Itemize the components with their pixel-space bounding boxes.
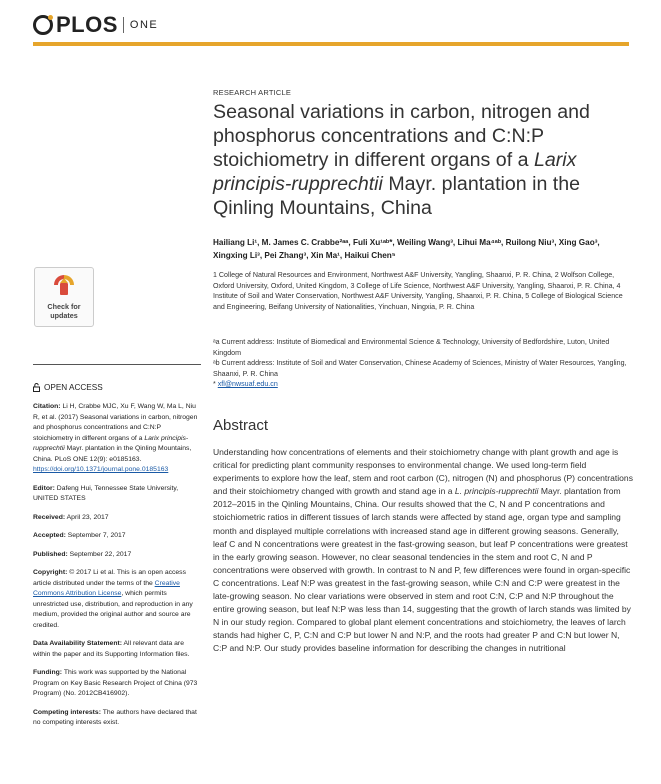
- published-text: September 22, 2017: [67, 550, 132, 558]
- abstract-text1: Understanding how concentrations of elements and their stoichiometry change with plant growth and age is critical for predicting plant community responses to environmental change. We used long-term field experiments to explore how the leaf, stem and root carbon (C), nitrogen (N) and phosphorus (P) concentrations and their stoichiometry changed with growth and stand age in a: [213, 447, 633, 497]
- accepted-date: [33, 531, 201, 542]
- editor-text: Dafeng Hui, Tennessee State University, UNITED STATES: [33, 484, 179, 502]
- competing-label: Competing interests:: [33, 708, 101, 716]
- logo-divider: [123, 17, 124, 33]
- received-date: [33, 513, 201, 524]
- citation-text2: Mayr. plantation in the Qinling Mountains, China. PLoS ONE 12(9): e0185163.: [33, 445, 192, 463]
- affiliation-list: 1 College of Natural Resources and Environment, Northwest A&F University, Yangling, Shaanxi, P. R. China, 2 Wolfson College, Oxford University, Oxford, United Kingdom, 3 College of Life Science, Northwest A&F University, Yangling, Shaanxi, P. R. China, 4 Institute of Soil and Water Conservation, Northwest A&F University, Yangling, Shaanxi, P. R. China, 5 College of Biological Science and Engineering, Beifang University of Nationalities, Yinchuan, Ningxia, P. R. China: [213, 271, 623, 311]
- received-label: Received:: [33, 513, 66, 521]
- citation: [33, 402, 201, 476]
- copyright-text2: , which permits unrestricted use, distribution, and reproduction in any medium, provided the original author and source are credited.: [33, 590, 193, 629]
- article-title: [213, 100, 633, 220]
- logo-word: PLOS: [56, 12, 118, 37]
- copyright-text1: © 2017 Li et al. This is an open access article distributed under the terms of the: [33, 569, 186, 587]
- abstract-species: L. principis-rupprechtii: [454, 486, 539, 497]
- license-link[interactable]: Creative Commons Attribution License: [33, 579, 180, 597]
- header-rule: [33, 42, 629, 46]
- corresponding-email-link[interactable]: xfl@nwsuaf.edu.cn: [217, 380, 278, 389]
- citation-species: Larix principis-rupprechtii: [33, 434, 189, 452]
- published-date: [33, 550, 201, 561]
- check-updates-icon: [53, 274, 75, 298]
- check-updates-label: [35, 302, 93, 320]
- copyright: [33, 568, 201, 631]
- open-access-label: OPEN ACCESS: [44, 383, 103, 392]
- check-updates-line2: updates: [50, 311, 78, 320]
- current-address-b: ᵃb Current address: Institute of Soil and Water Conservation, Chinese Academy of Sciences, Ministry of Water Resources, Yangling, Shaanxi, P. R. China: [213, 359, 627, 378]
- data-availability-label: Data Availability Statement:: [33, 640, 123, 647]
- check-updates-line1: Check for: [47, 302, 81, 311]
- article-type: RESEARCH ARTICLE: [213, 88, 292, 97]
- copyright-label: Copyright:: [33, 569, 68, 576]
- data-availability: [33, 639, 201, 660]
- check-for-updates-badge[interactable]: [34, 267, 94, 327]
- open-lock-icon: [33, 383, 40, 392]
- left-divider: [33, 364, 201, 365]
- affiliations: [213, 270, 633, 312]
- doi-link[interactable]: https://doi.org/10.1371/journal.pone.0185163: [33, 466, 169, 473]
- title-part2: Mayr. plantation in the Qinling Mountains, China: [213, 173, 581, 219]
- corresponding-author: [213, 379, 633, 390]
- title-species: Larix principis-rupprechtii: [213, 149, 577, 195]
- corresponding-marker: *: [213, 380, 218, 389]
- current-addresses: [213, 337, 633, 390]
- published-label: Published:: [33, 550, 68, 558]
- title-part1: Seasonal variations in carbon, nitrogen and phosphorus concentrations and C:N:P stoichiometry in different organs of a: [213, 101, 590, 171]
- abstract-body: [213, 446, 633, 656]
- accepted-text: September 7, 2017: [65, 532, 126, 539]
- editor: [33, 484, 201, 505]
- open-access-badge: [33, 383, 103, 392]
- accepted-label: Accepted:: [33, 532, 66, 539]
- competing-interests: [33, 708, 201, 729]
- logo-journal: ONE: [129, 19, 159, 31]
- current-address-a: ᵃa Current address: Institute of Biomedical and Environmental Science & Technology, University of Bedfordshire, Luton, United Kingdom: [213, 338, 610, 357]
- competing-text: The authors have declared that no competing interests exist.: [33, 708, 197, 726]
- plos-logo-icon: [33, 15, 53, 35]
- editor-label: Editor:: [33, 484, 55, 492]
- abstract-heading: Abstract: [213, 417, 269, 434]
- funding-label: Funding:: [33, 669, 63, 676]
- author-list: Hailiang Li¹, M. James C. Crabbe²ᵃᵃ, Fuli Xu¹ᵃᵇ*, Weiling Wang³, Lihui Ma⁴ᵃᵇ, Ruilong Niu³, Xing Gao³, Xingxing Li³, Pei Zhang³, Xin Ma¹, Haikui Chen⁵: [213, 238, 600, 260]
- funding: [33, 668, 201, 700]
- plos-one-logo[interactable]: [33, 12, 158, 38]
- citation-text1: Li H, Crabbe MJC, Xu F, Wang W, Ma L, Niu R, et al. (2017) Seasonal variations in carbon, nitrogen and phosphorus concentrations and C:N:P stoichiometry in different organs of a: [33, 403, 198, 442]
- article-metadata: [33, 402, 201, 737]
- abstract-text2: Mayr. plantation from 2012–2015 in the Qinling Mountains, China. Our results showed that the C, N and P concentrations and stoichiometric ratios in different tissues of larch stands were affected by stand age, organ type and sampling month and displayed multiple correlations with increased stand age in different growing seasons. Generally, leaf C and N concentrations were greatest in the fast-growing season, but leaf P concentrations were greatest in the early growing season. However, no clear seasonal tendencies in the stem and root C, N and P concentrations were observed with growth. In contrast to N and P, few differences were found in organ-specific C concentrations. Leaf N:P was greatest in the fast-growing season, while C:N and C:P were greatest in the late-growing season. No clear variations were observed in stem and root C:N, C:P and N:P throughout the entire growing season, but leaf N:P was less than 14, suggesting that the growth of larch stands was limited by N in our study region. Compared to global plant element concentrations and stoichiometry, the leaves of larch stands had higher C, P, C:N and C:P but lower N and N:P, and the roots had greater P and C:N but lower N, C:P and N:P. Our study provides baseline information for describing the changes in nutritional: [213, 486, 631, 654]
- citation-label: Citation:: [33, 403, 61, 410]
- funding-text: This work was supported by the National Program on Key Basic Research Project of China (973 Program) (No. 2012CB416902).: [33, 669, 198, 697]
- data-availability-text: All relevant data are within the paper and its Supporting Information files.: [33, 640, 190, 658]
- received-text: April 23, 2017: [65, 513, 109, 521]
